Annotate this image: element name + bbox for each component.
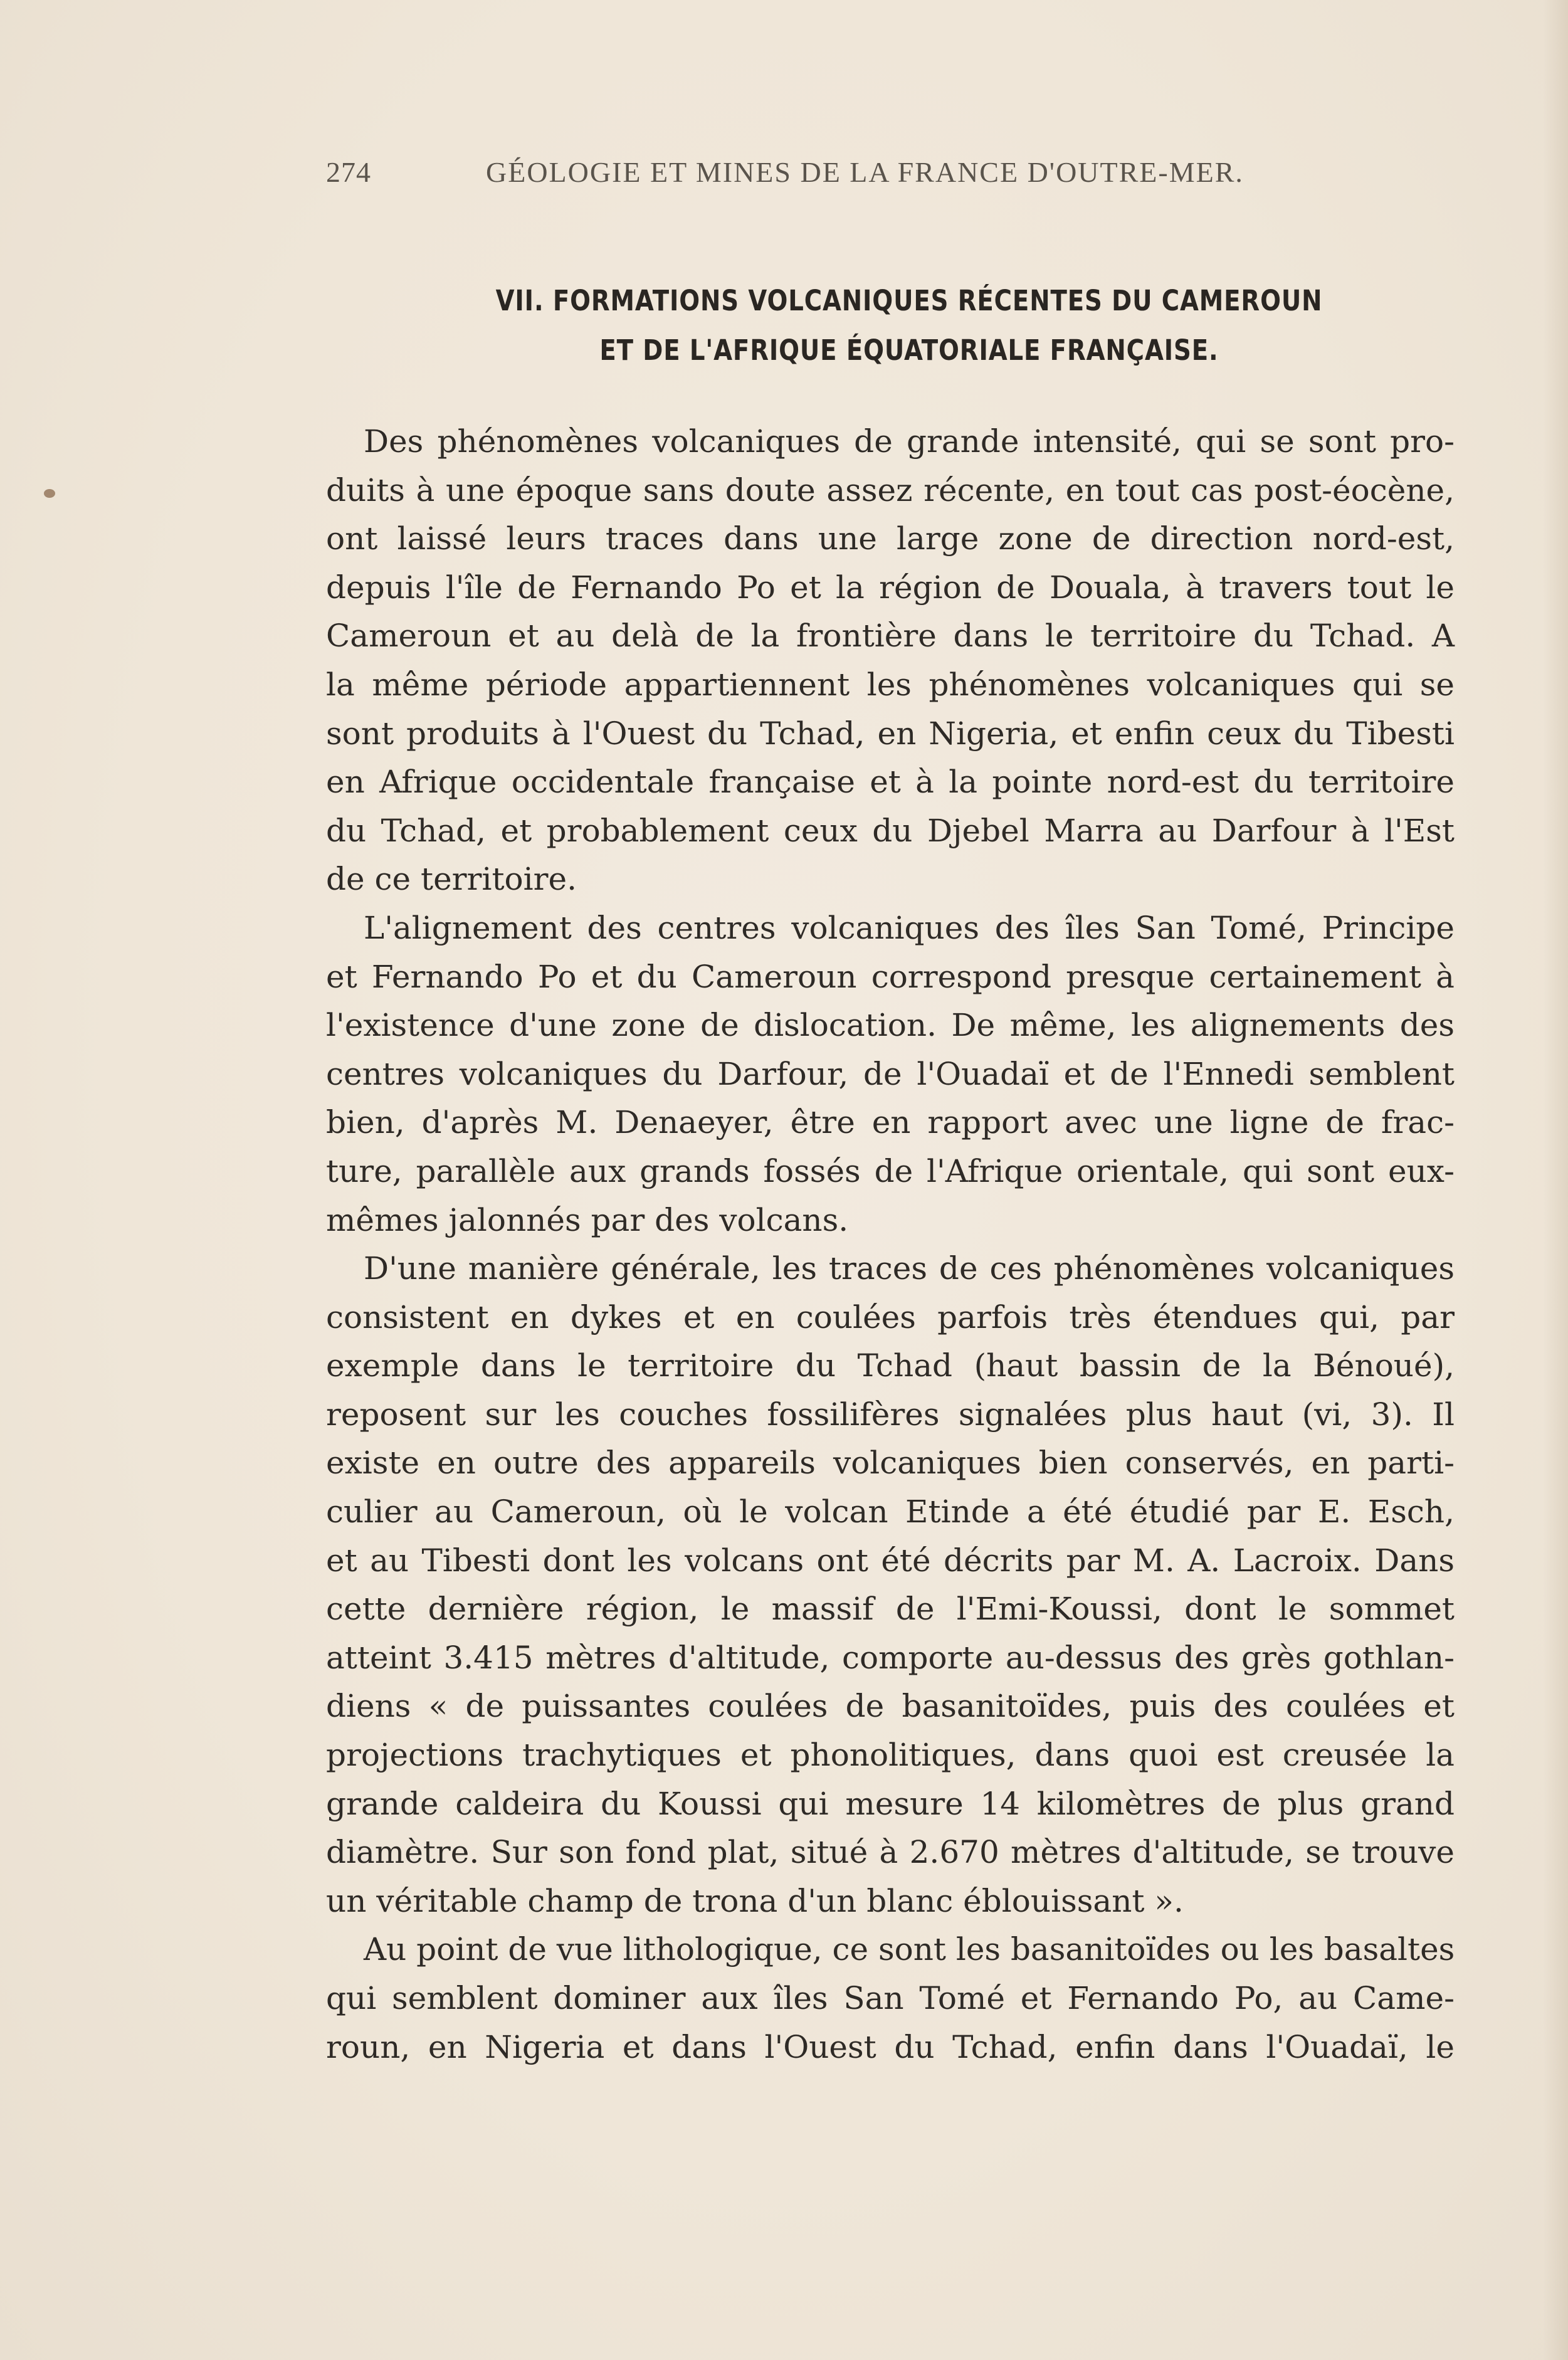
- text-line: du Tchad, et probablement ceux du Djebel Marra au Darfour à l'Est: [326, 812, 1455, 849]
- text-line: l'existence d'une zone de dislocation. De même, les alignements des: [326, 1007, 1455, 1044]
- running-title: GÉOLOGIE ET MINES DE LA FRANCE D'OUTRE-MER.: [486, 156, 1244, 188]
- text-line: Des phénomènes volcaniques de grande intensité, qui se sont pro-: [364, 423, 1455, 460]
- section-heading-line: ET DE L'AFRIQUE ÉQUATORIALE FRANÇAISE.: [599, 334, 1219, 367]
- paragraph: [326, 1925, 1455, 2072]
- text-line: ture, parallèle aux grands fossés de l'Afrique orientale, qui sont eux-: [326, 1152, 1455, 1189]
- paragraph: [326, 418, 1455, 904]
- text-line: existe en outre des appareils volcaniques bien conservés, en parti-: [326, 1445, 1455, 1482]
- text-line: exemple dans le territoire du Tchad (haut bassin de la Bénoué),: [326, 1347, 1455, 1384]
- text-line: bien, d'après M. Denaeyer, être en rapport avec une ligne de frac-: [326, 1104, 1455, 1141]
- text-line: de ce territoire.: [326, 861, 577, 898]
- paragraph: [326, 1245, 1455, 1925]
- text-line: reposent sur les couches fossilifères signalées plus haut (vi, 3). Il: [326, 1396, 1455, 1433]
- text-line: culier au Cameroun, où le volcan Etinde a été étudié par E. Esch,: [326, 1493, 1455, 1530]
- text-line: sont produits à l'Ouest du Tchad, en Nigeria, et enfin ceux du Tibesti: [326, 715, 1455, 752]
- section-heading-line: VII. FORMATIONS VOLCANIQUES RÉCENTES DU CAMEROUN: [495, 284, 1323, 317]
- text-line: cette dernière région, le massif de l'Emi-Koussi, dont le sommet: [326, 1591, 1455, 1628]
- text-line: ont laissé leurs traces dans une large zone de direction nord-est,: [326, 520, 1455, 557]
- page-number: 274: [326, 156, 371, 188]
- text-line: Cameroun et au delà de la frontière dans le territoire du Tchad. A: [326, 618, 1455, 655]
- text-line: en Afrique occidentale française et à la pointe nord-est du territoire: [326, 764, 1455, 801]
- text-line: un véritable champ de trona d'un blanc éblouissant ».: [326, 1882, 1184, 1919]
- text-line: diens « de puissantes coulées de basanitoïdes, puis des coulées et: [326, 1688, 1455, 1725]
- text-line: grande caldeira du Koussi qui mesure 14 kilomètres de plus grand: [326, 1785, 1455, 1822]
- text-line: atteint 3.415 mètres d'altitude, comporte au-dessus des grès gothlan-: [326, 1639, 1455, 1676]
- text-line: et Fernando Po et du Cameroun correspond presque certainement à: [326, 958, 1455, 995]
- body-text: [326, 418, 1455, 2072]
- page-edge-shadow: [1543, 0, 1568, 2360]
- section-heading: [408, 276, 1411, 375]
- text-line: projections trachytiques et phonolitiques, dans quoi est creusée la: [326, 1737, 1455, 1774]
- text-line: duits à une époque sans doute assez récente, en tout cas post-éocène,: [326, 471, 1455, 508]
- text-line: qui semblent dominer aux îles San Tomé et Fernando Po, au Came-: [326, 1980, 1455, 2016]
- text-line: Au point de vue lithologique, ce sont les basanitoïdes ou les basaltes: [363, 1931, 1455, 1968]
- text-line: roun, en Nigeria et dans l'Ouest du Tchad, enfin dans l'Ouadaï, le: [326, 2028, 1455, 2065]
- running-header: [326, 155, 1304, 199]
- text-line: mêmes jalonnés par des volcans.: [326, 1201, 849, 1238]
- text-line: L'alignement des centres volcaniques des îles San Tomé, Principe: [364, 909, 1455, 946]
- text-line: et au Tibesti dont les volcans ont été décrits par M. A. Lacroix. Dans: [326, 1542, 1455, 1579]
- text-line: la même période appartiennent les phénomènes volcaniques qui se: [326, 666, 1455, 703]
- text-line: diamètre. Sur son fond plat, situé à 2.670 mètres d'altitude, se trouve: [326, 1834, 1455, 1871]
- text-line: D'une manière générale, les traces de ces phénomènes volcaniques: [364, 1250, 1455, 1287]
- text-line: centres volcaniques du Darfour, de l'Ouadaï et de l'Ennedi semblent: [326, 1055, 1455, 1092]
- paragraph: [326, 904, 1455, 1245]
- margin-ink-spot: [44, 489, 55, 498]
- text-line: consistent en dykes et en coulées parfois très étendues qui, par: [326, 1299, 1455, 1335]
- text-line: depuis l'île de Fernando Po et la région de Douala, à travers tout le: [326, 569, 1455, 606]
